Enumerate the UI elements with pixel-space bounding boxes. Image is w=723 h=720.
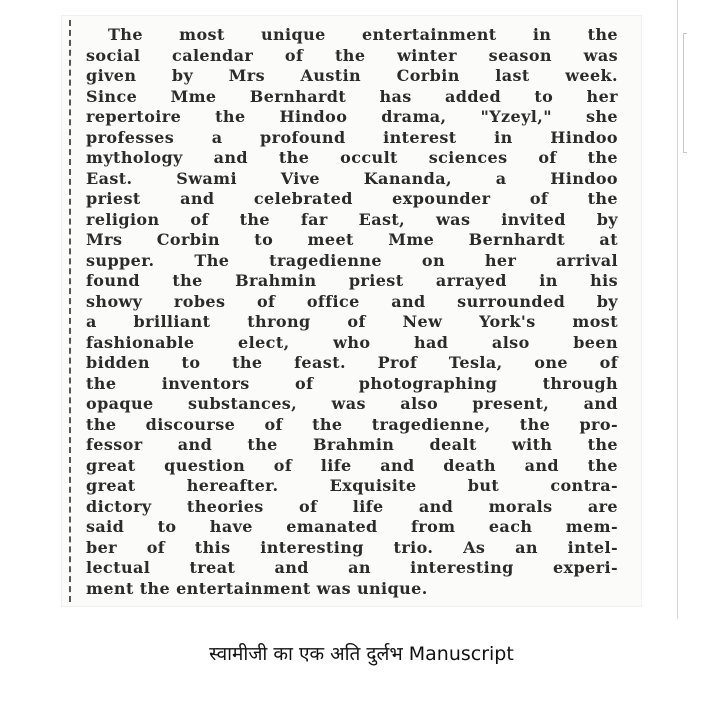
text-line: Mrs Corbin to meet Mme Bernhardt at	[86, 230, 618, 249]
text-line: a brilliant throng of New York's most	[86, 312, 618, 331]
column-rule	[69, 20, 71, 602]
text-line: ment the entertainment was unique.	[86, 578, 428, 598]
text-line: supper. The tragedienne on her arrival	[86, 250, 618, 270]
text-line: Since Mme Bernhardt has added to her	[86, 86, 618, 106]
text-line: lectual treat and an interesting experi-	[86, 558, 618, 577]
text-line: fessor and the Brahmin dealt with the	[86, 435, 618, 454]
text-line: found the Brahmin priest arrayed in his	[86, 271, 618, 290]
text-line: given by Mrs Austin Corbin last week.	[86, 66, 618, 85]
text-line: mythology and the occult sciences of the	[86, 148, 618, 167]
text-line: opaque substances, was also present, and	[86, 394, 618, 413]
text-line: priest and celebrated expounder of the	[86, 189, 618, 208]
text-line: religion of the far East, was invited by	[86, 209, 618, 229]
margin-bracket	[683, 33, 687, 153]
text-line: repertoire the Hindoo drama, "Yzeyl," she	[86, 107, 618, 126]
text-line: bidden to the feast. Prof Tesla, one of	[86, 353, 618, 372]
text-line: the inventors of photographing through	[86, 373, 618, 393]
text-line: The most unique entertainment in the	[108, 25, 618, 44]
text-line: showy robes of office and surrounded by	[86, 291, 618, 311]
text-line: East. Swami Vive Kananda, a Hindoo	[86, 168, 618, 188]
text-line: said to have emanated from each mem-	[86, 517, 618, 536]
text-line: professes a profound interest in Hindoo	[86, 127, 618, 147]
text-line: great question of life and death and the	[86, 455, 618, 475]
text-line: dictory theories of life and morals are	[86, 496, 618, 516]
image-caption: स्वामीजी का एक अति दुर्लभ Manuscript	[209, 643, 514, 665]
text-line: ber of this interesting trio. As an intel-	[86, 537, 618, 557]
text-line: fashionable elect, who had also been	[86, 332, 618, 352]
text-line: the discourse of the tragedienne, the pro-	[86, 414, 618, 434]
clipping-text	[86, 25, 618, 599]
text-line: great hereafter. Exquisite but contra-	[86, 476, 618, 495]
text-line: social calendar of the winter season was	[86, 45, 618, 65]
